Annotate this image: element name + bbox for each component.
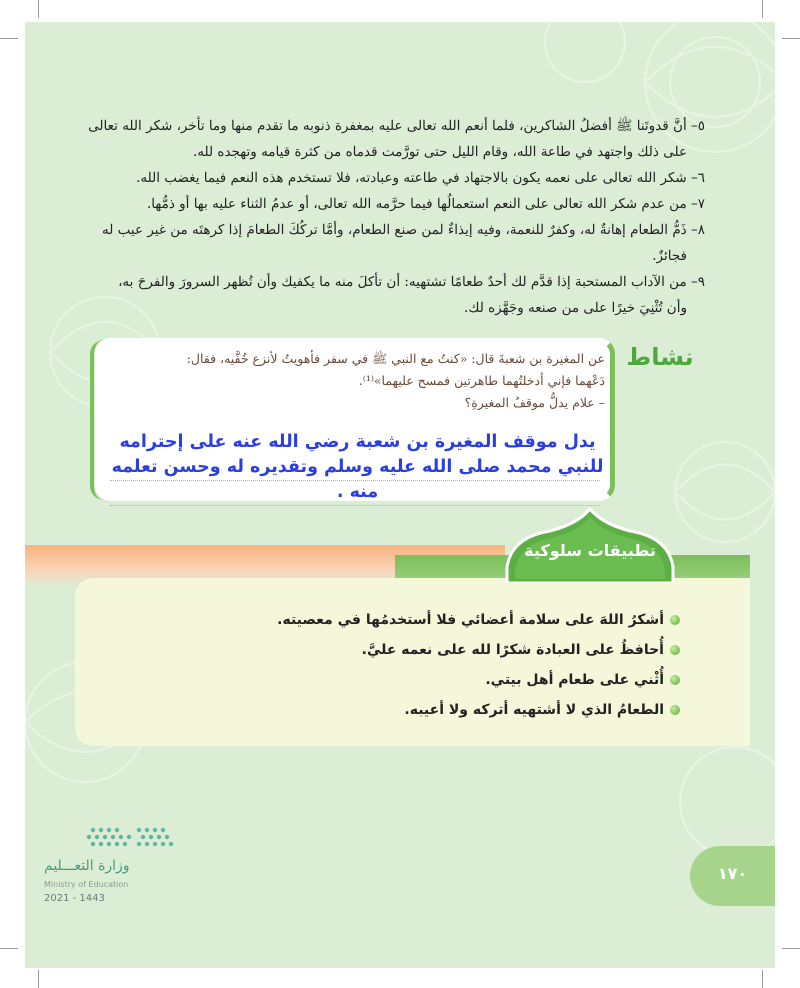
point-8-line1: ٨– ذَمُّ الطعام إهانةٌ له، وكفرٌ للنعمة، وفيه إيذاءٌ لمن صنع الطعام، وأمَّا تركُكَ الطعامَ إذا كرهتَه من غير عيب له — [102, 222, 705, 238]
applications-list — [120, 605, 680, 725]
applications-title-badge — [505, 507, 675, 583]
point-9-line2: وأن تُثْنِيَ خيرًا على من صنعه وجَهَّزه لك. — [464, 300, 687, 316]
point-9-line1: ٩– من الآداب المستحبة إذا قدَّم لك أحدٌ طعامًا تشتهيه: أن تأكلَ منه ما يكفيك وأن تُظهر السرورَ والفرحَ به، — [118, 274, 705, 290]
crop-mark — [782, 38, 800, 39]
bullet-icon — [670, 705, 680, 715]
crop-mark — [0, 948, 18, 949]
activity-label: نشاط — [626, 343, 694, 371]
activity-question: – علام يدلُّ موقفُ المغيرةِ؟ — [464, 395, 605, 410]
edition-year: 2021 - 1443 — [44, 893, 105, 904]
crop-mark — [782, 948, 800, 949]
list-item: أُحافظُ على العبادة شكرًا لله على نعمه عليَّ. — [120, 635, 680, 665]
body-points — [75, 115, 705, 323]
bullet-icon — [670, 615, 680, 625]
handwritten-answer: يدل موقف المغيرة بن شعبة رضي الله عنه على إحترامه للنبي محمد صلى الله عليه وسلم وتقديره له وحسن تعلمه منه . — [111, 432, 604, 502]
point-7: ٧– من عدم شكر الله تعالى على النعم استعمالُها فيما حرَّمه الله تعالى، أو عدمُ الثناء عليه بها أو ذمُّها. — [146, 196, 705, 212]
page-number: ١٧٠ — [717, 864, 748, 883]
list-item: أشكرُ اللهَ على سلامة أعضائي فلا أستخدمُها في معصيته. — [120, 605, 680, 635]
answer-line — [110, 505, 600, 506]
hadith-line1: عن المغيرة بن شعبةَ قال: «كنتُ مع النبي ﷺ في سفر فأهويتُ لأنزع خُفَّيه، فقال: — [186, 351, 605, 366]
point-6: ٦– شكر الله تعالى على نعمه يكون بالاجتهاد في طاعته وعبادته، فلا تستخدم هذه النعم فيما يغضب الله. — [136, 170, 705, 186]
point-5-line2: على ذلك واجتهد في طاعة الله، وقام الليل حتى تورَّمت قدماه من كثرة قيامه وتهجده لله. — [193, 144, 687, 160]
ministry-name-en: Ministry of Education — [44, 880, 129, 889]
crop-mark — [38, 0, 39, 18]
applications-title: تطبيقات سلوكية — [524, 541, 656, 560]
crop-mark — [762, 970, 763, 988]
bullet-icon — [670, 675, 680, 685]
list-item: الطعامُ الذي لا أشتهيه أتركه ولا أعيبه. — [120, 695, 680, 725]
bullet-icon — [670, 645, 680, 655]
point-8-line2: فجائزٌ. — [652, 248, 687, 264]
activity-text — [110, 348, 605, 414]
crop-mark — [0, 38, 18, 39]
list-item: أُثْني على طعام أهل بيتي. — [120, 665, 680, 695]
crop-mark — [762, 0, 763, 18]
crop-mark — [38, 970, 39, 988]
point-5-line1: ٥– أنَّ قدوتَنا ﷺ أفضلُ الشاكرين، فلما أنعم الله تعالى عليه بمغفرة ذنوبه ما تقدم منها وما تأخر، شكر الله تعالى — [88, 118, 705, 134]
ministry-name-ar: وزارة التعـــليم — [44, 858, 130, 874]
hadith-line2: دَعْهما فإني أدخلتُهما طاهرتين فمسح عليهما»⁽¹⁾. — [358, 373, 605, 388]
